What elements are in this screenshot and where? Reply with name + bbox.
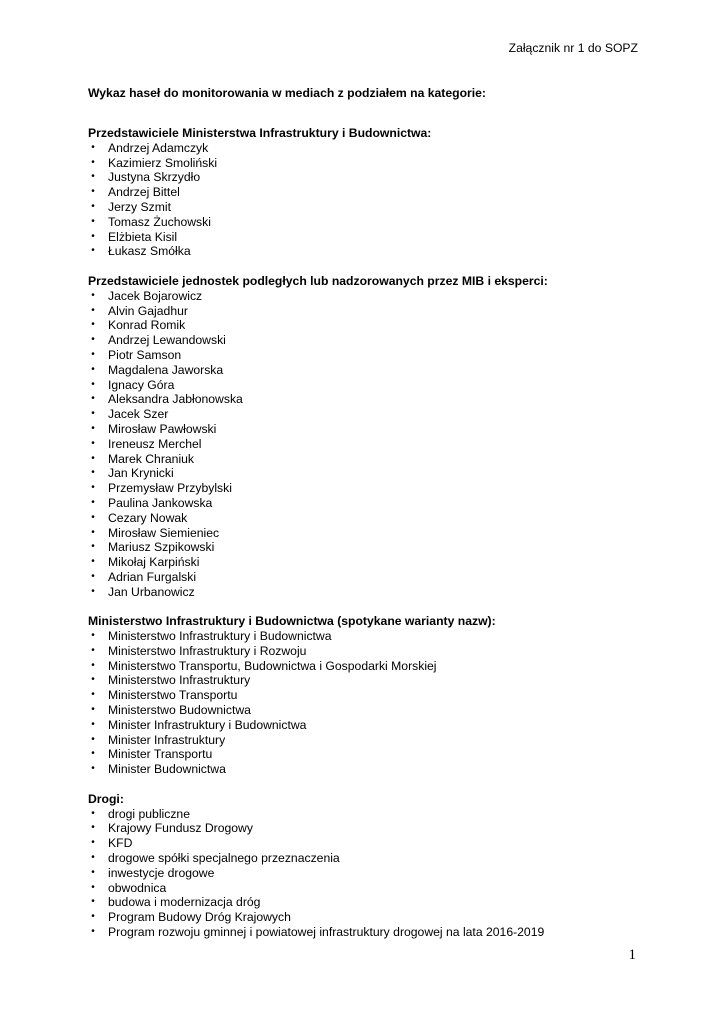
- bullet-icon: •: [91, 570, 95, 582]
- list-item-text: Paulina Jankowska: [108, 495, 213, 510]
- list-item: [88, 821, 648, 836]
- list-item: [88, 851, 648, 866]
- bullet-icon: •: [91, 363, 95, 375]
- list-item-text: Mirosław Siemieniec: [108, 525, 220, 540]
- list-item: [88, 230, 648, 245]
- bullet-icon: •: [91, 289, 95, 301]
- bullet-icon: •: [91, 452, 95, 464]
- bullet-icon: •: [91, 585, 95, 597]
- list-item: [88, 378, 648, 393]
- list-item-text: Ministerstwo Transportu, Budownictwa i Gospodarki Morskiej: [108, 658, 437, 673]
- list-item: [88, 836, 648, 851]
- bullet-icon: •: [91, 926, 95, 938]
- list-item-text: Konrad Romik: [108, 318, 186, 333]
- list-item-text: Ministerstwo Budownictwa: [108, 703, 251, 718]
- bullet-icon: •: [91, 437, 95, 449]
- list-item: [88, 437, 648, 452]
- list-item: [88, 170, 648, 185]
- list-item-text: Alvin Gajadhur: [108, 303, 188, 318]
- bullet-icon: •: [91, 911, 95, 923]
- list-item-text: Przemysław Przybylski: [108, 481, 232, 496]
- list-item-text: Mariusz Szpikowski: [108, 540, 215, 555]
- list-item-text: Jan Krynicki: [108, 466, 174, 481]
- bullet-icon: •: [91, 171, 95, 183]
- bullet-icon: •: [91, 630, 95, 642]
- list-item-text: Cezary Nowak: [108, 510, 188, 525]
- bullet-icon: •: [91, 718, 95, 730]
- bullet-icon: •: [91, 674, 95, 686]
- bullet-icon: •: [91, 467, 95, 479]
- list-item: [88, 215, 648, 230]
- list-item: [88, 452, 648, 467]
- bullet-icon: •: [91, 496, 95, 508]
- list-item-text: obwodnica: [108, 880, 167, 895]
- list-item-text: Program Budowy Dróg Krajowych: [108, 910, 291, 925]
- bullet-icon: •: [91, 230, 95, 242]
- list-item: [88, 762, 648, 777]
- bullet-icon: •: [91, 807, 95, 819]
- list-item: [88, 466, 648, 481]
- list-item: [88, 496, 648, 511]
- list-item: [88, 304, 648, 319]
- list-item: [88, 895, 648, 910]
- list-item-text: Magdalena Jaworska: [108, 362, 224, 377]
- section-heading: Ministerstwo Infrastruktury i Budownictwa (spotykane warianty nazw):: [88, 614, 496, 629]
- list-item-text: Marek Chraniuk: [108, 451, 195, 466]
- bullet-icon: •: [91, 304, 95, 316]
- list-item-text: Ministerstwo Infrastruktury: [108, 673, 251, 688]
- list-item: [88, 511, 648, 526]
- list-item: [88, 422, 648, 437]
- list-item-text: Jacek Szer: [108, 407, 169, 422]
- list-item-text: Piotr Samson: [108, 347, 182, 362]
- list-item: [88, 910, 648, 925]
- section-heading: Drogi:: [88, 791, 124, 806]
- bullet-icon: •: [91, 141, 95, 153]
- list-item-text: Minister Infrastruktury: [108, 732, 226, 747]
- bullet-list: [88, 141, 648, 259]
- bullet-icon: •: [91, 852, 95, 864]
- document-body: [88, 126, 648, 955]
- bullet-icon: •: [91, 482, 95, 494]
- list-item: [88, 363, 648, 378]
- bullet-icon: •: [91, 556, 95, 568]
- list-item: [88, 881, 648, 896]
- document-title: Wykaz haseł do monitorowania w mediach z podziałem na kategorie:: [88, 86, 486, 100]
- bullet-icon: •: [91, 733, 95, 745]
- list-item: [88, 570, 648, 585]
- list-item: [88, 333, 648, 348]
- list-item: [88, 526, 648, 541]
- attachment-label: Załącznik nr 1 do SOPZ: [508, 41, 638, 55]
- list-item-text: Andrzej Adamczyk: [108, 140, 209, 155]
- list-item-text: Ireneusz Merchel: [108, 436, 202, 451]
- bullet-icon: •: [91, 896, 95, 908]
- list-item-text: inwestycje drogowe: [108, 865, 215, 880]
- section-heading: Przedstawiciele Ministerstwa Infrastruktury i Budownictwa:: [88, 126, 432, 140]
- list-item-text: Ministerstwo Transportu: [108, 688, 238, 703]
- list-item-text: Elżbieta Kisil: [108, 229, 178, 244]
- list-item-text: Mikołaj Karpiński: [108, 555, 200, 570]
- list-item-text: Program rozwoju gminnej i powiatowej infrastruktury drogowej na lata 2016-2019: [108, 925, 545, 940]
- bullet-icon: •: [91, 659, 95, 671]
- section: [88, 614, 648, 777]
- list-item: [88, 866, 648, 881]
- bullet-icon: •: [91, 511, 95, 523]
- list-item: [88, 659, 648, 674]
- list-item-text: Kazimierz Smoliński: [108, 155, 218, 170]
- bullet-list: [88, 629, 648, 777]
- list-item: [88, 407, 648, 422]
- list-item: [88, 200, 648, 215]
- list-item-text: budowa i modernizacja dróg: [108, 895, 261, 910]
- bullet-icon: •: [91, 422, 95, 434]
- section: [88, 274, 648, 600]
- list-item: [88, 244, 648, 259]
- list-item: [88, 644, 648, 659]
- list-item: [88, 703, 648, 718]
- list-item: [88, 807, 648, 822]
- list-item-text: Minister Infrastruktury i Budownictwa: [108, 717, 307, 732]
- bullet-icon: •: [91, 763, 95, 775]
- list-item-text: Krajowy Fundusz Drogowy: [108, 821, 253, 836]
- list-item-text: Adrian Furgalski: [108, 569, 197, 584]
- list-item: [88, 555, 648, 570]
- bullet-icon: •: [91, 393, 95, 405]
- list-item: [88, 718, 648, 733]
- list-item: [88, 156, 648, 171]
- bullet-icon: •: [91, 215, 95, 227]
- bullet-icon: •: [91, 689, 95, 701]
- bullet-icon: •: [91, 378, 95, 390]
- bullet-icon: •: [91, 348, 95, 360]
- list-item-text: Ministerstwo Infrastruktury i Rozwoju: [108, 643, 307, 658]
- bullet-icon: •: [91, 822, 95, 834]
- bullet-icon: •: [91, 245, 95, 257]
- bullet-icon: •: [91, 837, 95, 849]
- list-item-text: Tomasz Żuchowski: [108, 214, 211, 229]
- section-heading: Przedstawiciele jednostek podległych lub nadzorowanych przez MIB i eksperci:: [88, 273, 548, 288]
- list-item-text: Łukasz Smółka: [108, 244, 191, 259]
- list-item-text: Minister Budownictwa: [108, 762, 226, 777]
- bullet-icon: •: [91, 866, 95, 878]
- section: [88, 792, 648, 940]
- bullet-icon: •: [91, 644, 95, 656]
- list-item: [88, 733, 648, 748]
- list-item-text: Andrzej Bittel: [108, 185, 180, 200]
- bullet-icon: •: [91, 704, 95, 716]
- list-item-text: Aleksandra Jabłonowska: [108, 392, 243, 407]
- list-item: [88, 289, 648, 304]
- list-item: [88, 348, 648, 363]
- list-item: [88, 392, 648, 407]
- bullet-icon: •: [91, 748, 95, 760]
- page-number: 1: [628, 947, 636, 963]
- list-item-text: drogi publiczne: [108, 806, 190, 821]
- list-item-text: Jerzy Szmit: [108, 199, 171, 214]
- list-item: [88, 747, 648, 762]
- list-item: [88, 141, 648, 156]
- bullet-icon: •: [91, 541, 95, 553]
- list-item: [88, 318, 648, 333]
- bullet-icon: •: [91, 200, 95, 212]
- list-item-text: Justyna Skrzydło: [108, 170, 201, 185]
- list-item-text: Jan Urbanowicz: [108, 584, 195, 599]
- list-item-text: drogowe spółki specjalnego przeznaczenia: [108, 851, 340, 866]
- list-item: [88, 925, 648, 940]
- bullet-list: [88, 289, 648, 600]
- list-item-text: Mirosław Pawłowski: [108, 421, 217, 436]
- list-item-text: Jacek Bojarowicz: [108, 288, 203, 303]
- list-item-text: Ignacy Góra: [108, 377, 175, 392]
- bullet-icon: •: [91, 156, 95, 168]
- list-item-text: KFD: [108, 836, 133, 851]
- bullet-list: [88, 807, 648, 940]
- list-item: [88, 673, 648, 688]
- bullet-icon: •: [91, 408, 95, 420]
- bullet-icon: •: [91, 186, 95, 198]
- bullet-icon: •: [91, 526, 95, 538]
- bullet-icon: •: [91, 881, 95, 893]
- list-item: [88, 688, 648, 703]
- list-item: [88, 481, 648, 496]
- bullet-icon: •: [91, 334, 95, 346]
- list-item: [88, 185, 648, 200]
- list-item: [88, 585, 648, 600]
- bullet-icon: •: [91, 319, 95, 331]
- list-item-text: Minister Transportu: [108, 747, 213, 762]
- list-item: [88, 540, 648, 555]
- list-item-text: Andrzej Lewandowski: [108, 333, 226, 348]
- list-item-text: Ministerstwo Infrastruktury i Budownictwa: [108, 629, 332, 644]
- list-item: [88, 629, 648, 644]
- section: [88, 126, 648, 259]
